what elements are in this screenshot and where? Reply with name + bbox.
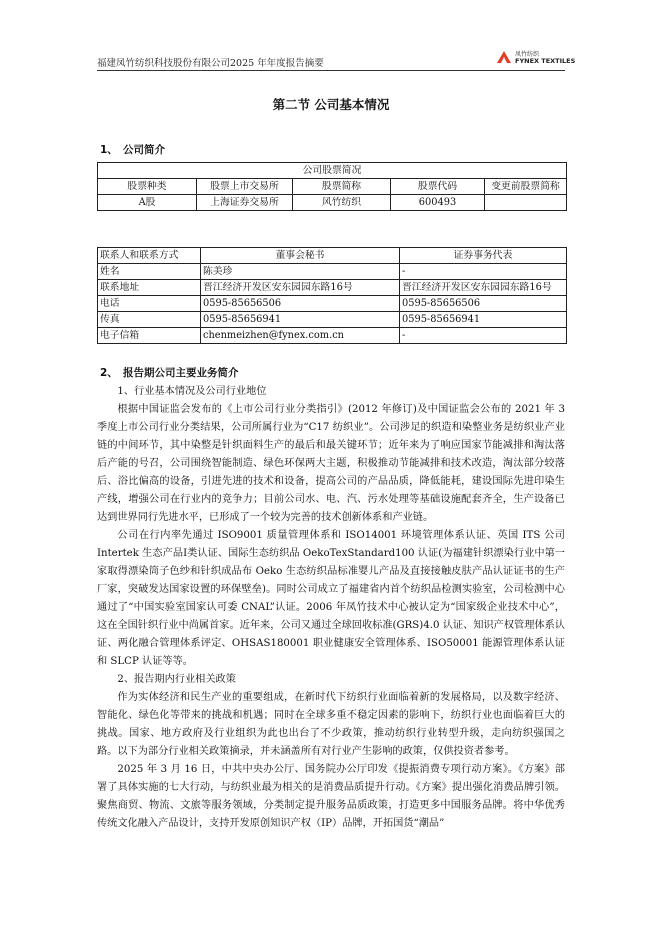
contact-label: 姓名 (98, 264, 201, 280)
stock-cell: 上海证券交易所 (197, 195, 293, 211)
contact-label: 传真 (98, 312, 201, 328)
section-title: 第二节 公司基本情况 (272, 97, 390, 112)
contact-value: 0595-85656506 (201, 296, 400, 312)
contact-value: - (400, 264, 567, 280)
paragraph-policy: 作为实体经济和民生产业的重要组成，在新时代下纺织行业面临着新的发展格局，以及数字经济、智能化、绿色化等带来的挑战和机遇；同时在全球多重不稳定因素的影响下，纺织行业也面临着巨大的挑战。国家、地方政府及行业组织为此也出台了不少政策，推动纺织行业转型升级，走向纺织强国之路。以下为部分行业相关政策摘录，并未涵盖所有对行业产生影响的政策，仅供投资者参考。 (97, 692, 565, 757)
contact-table (97, 247, 567, 344)
contact-header: 联系人和联系方式 (98, 248, 201, 264)
stock-cell: A股 (98, 195, 197, 211)
contact-value: chenmeizhen@fynex.com.cn (201, 328, 400, 344)
heading-company-profile (100, 142, 165, 157)
subheading-policy: 2、报告期内行业相关政策 (117, 674, 236, 685)
paragraph-certifications: 公司在行内率先通过 ISO9001 质量管理体系和 ISO14001 环境管理体系认证、英国 ITS 公司 Intertek 生态产品Ⅰ类认证、国际生态纺织品 OekoTexStandard100 认证(为福建针织漂染行业中第一家取得漂染筒子色纱和针织成品布 Oeko 生态纺织品标准婴儿产品及直接接触皮肤产品认证证书的生产厂家，突破发达国家设置的环保壁垒)。同时公司成立了福建省内首个纺织品检测实验室，公司检测中心通过了“中国实验室国家认可委 CNAL”认证。2006 年凤竹技术中心被认定为“国家级企业技术中心”，这在全国针织行业中尚属首家。近年来，公司又通过全球回收标准(GRS)4.0 认证、知识产权管理体系认证、两化融合管理体系评定、OHSAS180001 职业健康安全管理体系、ISO50001 能源管理体系认证和 SLCP 认证等等。 (97, 530, 565, 667)
stock-header: 变更前股票简称 (485, 179, 567, 195)
stock-cell: 风竹纺织 (293, 195, 391, 211)
contact-label: 电子信箱 (98, 328, 201, 344)
contact-value: 陈美珍 (201, 264, 400, 280)
contact-value: 晋江经济开发区安东园园东路16号 (201, 280, 400, 296)
contact-value: 0595-85656506 (400, 296, 567, 312)
contact-label: 电话 (98, 296, 201, 312)
stock-table (97, 162, 567, 211)
subheading-industry: 1、行业基本情况及公司行业地位 (117, 386, 267, 397)
page-header (97, 44, 576, 71)
contact-header: 董事会秘书 (201, 248, 400, 264)
paragraph-consumption-plan: 2025 年 3 月 16 日，中共中央办公厅、国务院办公厅印发《提振消费专项行动方案》。《方案》部署了具体实施的七大行动，与纺织业最为相关的是消费品质提升行动。《方案》提出强化消费品牌引领。聚焦商贸、物流、文旅等服务领域，分类制定提升服务品质政策，打造更多中国服务品牌。将中华优秀传统文化融入产品设计，支持开发原创知识产权（IP）品牌，开拓国货“潮品” (97, 764, 565, 829)
stock-header: 股票代码 (391, 179, 485, 195)
contact-header: 证券事务代表 (400, 248, 567, 264)
contact-value: - (400, 328, 567, 344)
stock-table-caption: 公司股票简况 (98, 163, 567, 179)
contact-value: 0595-85656941 (201, 312, 400, 328)
logo-cn-text: 凤竹纺织 (515, 51, 540, 58)
logo-en-text: FYNEX TEXTILES (515, 57, 576, 65)
heading-number: 2、 (100, 367, 118, 379)
heading-text: 公司简介 (123, 144, 165, 156)
logo-mark-icon (495, 48, 513, 66)
stock-header: 股票种类 (98, 179, 197, 195)
contact-value: 0595-85656941 (400, 312, 567, 328)
contact-value: 晋江经济开发区安东园园东路16号 (400, 280, 567, 296)
heading-number: 1、 (100, 144, 118, 156)
company-logo (495, 46, 576, 68)
paragraph-industry: 根据中国证监会发布的《上市公司行业分类指引》(2012 年修订)及中国证监会公布的 2021 年 3 季度上市公司行业分类结果，公司所属行业为“C17 纺织业”。公司涉足的织造和染整业务是纺织业产业链的中间环节，其中染整是针织面料生产的最后和最关键环节；近年来为了响应国家节能减排和淘汰落后产能的号召，公司围绕智能制造、绿色环保两大主题，积极推动节能减排和技术改造，淘汰部分较落后、浴比偏高的设备，引进先进的技术和设备，提高公司的产品品质，降低能耗，建设国际先进印染生产线，增强公司在行业内的竞争力；目前公司水、电、汽、污水处理等基础设施配套齐全，生产设备已达到世界同行先进水平，已形成了一个较为完善的技术创新体系和产业链。 (97, 404, 565, 523)
body-text (97, 383, 565, 833)
stock-header: 股票上市交易所 (197, 179, 293, 195)
header-text: 福建凤竹纺织科技股份有限公司2025 年年度报告摘要 (97, 58, 324, 69)
stock-cell: 600493 (391, 195, 485, 211)
stock-header: 股票简称 (293, 179, 391, 195)
heading-business-intro (100, 365, 239, 380)
stock-cell (485, 195, 567, 211)
contact-label: 联系地址 (98, 280, 201, 296)
heading-text: 报告期公司主要业务简介 (123, 367, 239, 379)
